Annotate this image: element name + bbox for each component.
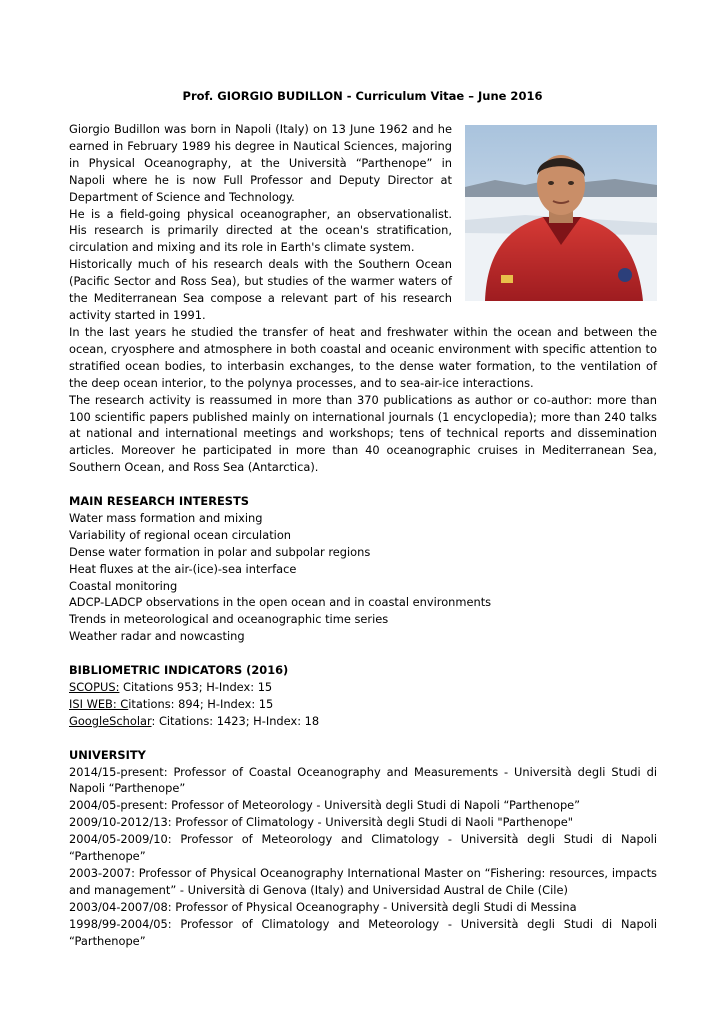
university-item: 1998/99-2004/05: Professor of Climatology and Meteorology - Università degli Studi di Napoli “Parthenope”	[69, 916, 657, 948]
list-item: ADCP-LADCP observations in the open ocean and in coastal environments	[69, 595, 492, 610]
section-heading: UNIVERSITY	[69, 747, 146, 762]
main-content	[69, 324, 657, 949]
university-item: 2003-2007: Professor of Physical Oceanography International Master on “Fishering: resources, impacts and management” - Università di Genova (Italy) and Universidad Austral de Chile (Cile)	[69, 865, 657, 897]
university-section	[69, 747, 657, 950]
scopus-link[interactable]: SCOPUS:	[69, 680, 120, 694]
university-item: 2014/15-present: Professor of Coastal Oceanography and Measurements - Università degli Studi di Napoli “Parthenope”	[69, 764, 657, 796]
section-heading: MAIN RESEARCH INTERESTS	[69, 494, 249, 509]
biblio-value: Citations 953; H-Index: 15	[119, 680, 273, 694]
university-item: 2004/05-2009/10: Professor of Meteorology and Climatology - Università degli Studi di Napoli “Parthenope”	[69, 832, 657, 864]
intro-paragraph: Giorgio Budillon was born in Napoli (Italy) on 13 June 1962 and he earned in February 1989 his degree in Nautical Sciences, majoring in Physical Oceanography, at the Università “Parthenope” in Napoli where he is now Full Professor and Deputy Director at Department of Science and Technology.	[69, 122, 452, 204]
body-paragraph: The research activity is reassumed in more than 370 publications as author or co-author: more than 100 scientific papers published mainly on international journals (1 encyclopedia); more than 240 talks at national and international meetings and workshops; tens of technical reports and dissemination articles. Moreover he participated in more than 40 oceanographic cruises in Mediterranean Sea, Southern Ocean, and Ross Sea (Antarctica).	[69, 392, 657, 475]
intro-section	[69, 121, 452, 324]
isi-web-link[interactable]: ISI WEB: C	[69, 696, 129, 711]
body-paragraph: In the last years he studied the transfer of heat and freshwater within the ocean and between the ocean, cryosphere and atmosphere in both coastal and oceanic environment with specific attention to stratified ocean bodies, to interbasin exchanges, to the dense water formation, to the ventilation of the deep ocean interior, to the polynya processes, and to sea-air-ice interactions.	[69, 325, 657, 390]
research-interests-section	[69, 493, 657, 645]
list-item: Coastal monitoring	[69, 578, 178, 593]
bibliometric-section	[69, 662, 657, 730]
list-item: Water mass formation and mixing	[69, 510, 263, 525]
university-item: 2003/04-2007/08: Professor of Physical Oceanography - Università degli Studi di Messina	[69, 899, 577, 914]
biblio-row	[69, 679, 657, 696]
portrait-icon	[465, 125, 657, 301]
biblio-row	[69, 713, 657, 730]
list-item: Weather radar and nowcasting	[69, 629, 245, 644]
biblio-value: : Citations: 1423; H-Index: 18	[151, 713, 320, 728]
list-item: Trends in meteorological and oceanographic time series	[69, 612, 389, 627]
intro-paragraph: Historically much of his research deals with the Southern Ocean (Pacific Sector and Ross Sea), but studies of the warmer waters of the Mediterranean Sea compose a relevant part of his research activity started in 1991.	[69, 257, 452, 322]
list-item: Heat fluxes at the air-(ice)-sea interface	[69, 561, 297, 576]
google-scholar-link[interactable]: GoogleScholar	[69, 713, 152, 728]
portrait-photo	[465, 125, 657, 301]
section-heading: BIBLIOMETRIC INDICATORS (2016)	[69, 663, 289, 678]
list-item: Dense water formation in polar and subpolar regions	[69, 544, 371, 559]
intro-paragraph: He is a field-going physical oceanographer, an observationalist. His research is primarily directed at the ocean's stratification, circulation and mixing and its role in Earth's climate system.	[69, 206, 452, 255]
biblio-row	[69, 696, 657, 713]
university-item: 2004/05-present: Professor of Meteorology - Università degli Studi di Napoli “Parthenope”	[69, 798, 581, 813]
list-item: Variability of regional ocean circulation	[69, 527, 292, 542]
document-title: Prof. GIORGIO BUDILLON - Curriculum Vitae – June 2016	[182, 89, 543, 103]
university-item: 2009/10-2012/13: Professor of Climatology - Università degli Studi di Naoli "Parthenope"	[69, 815, 574, 830]
biblio-value: itations: 894; H-Index: 15	[128, 696, 274, 711]
